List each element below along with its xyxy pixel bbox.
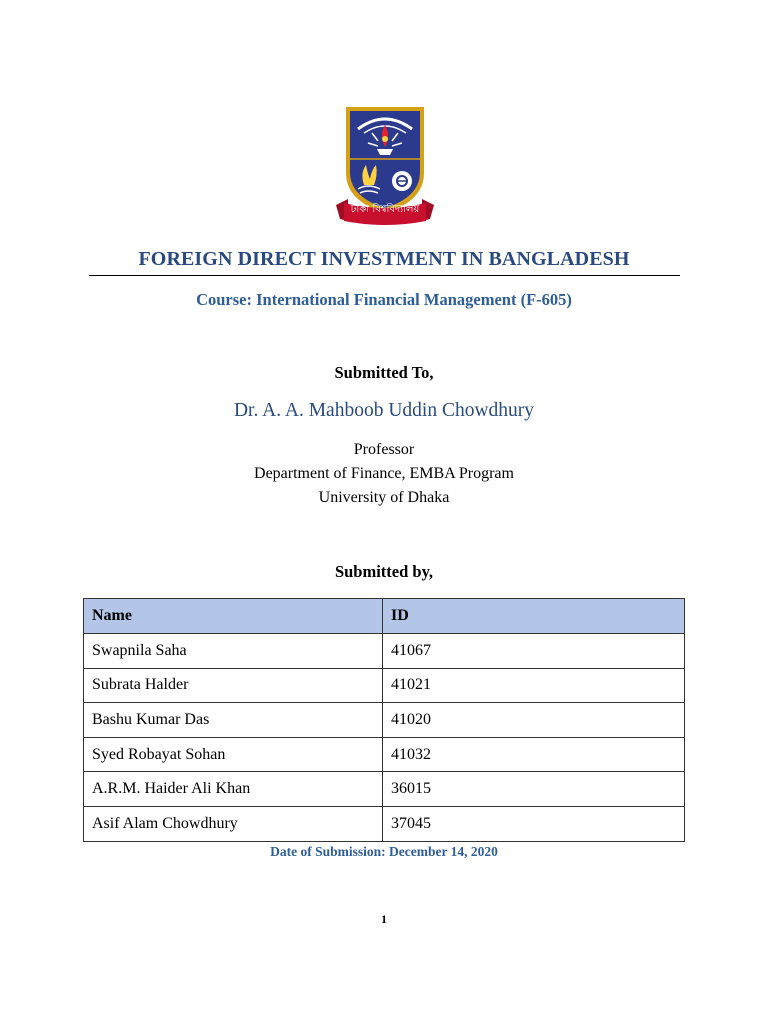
submitted-to-heading: Submitted To, bbox=[334, 363, 434, 382]
table-row bbox=[84, 772, 685, 807]
supervisor-department: Department of Finance, EMBA Program bbox=[254, 465, 514, 482]
member-name: Swapnila Saha bbox=[84, 634, 383, 669]
member-id: 41067 bbox=[383, 634, 685, 669]
member-id: 41020 bbox=[383, 703, 685, 738]
supervisor-designation: Professor bbox=[353, 441, 415, 458]
table-row bbox=[84, 703, 685, 738]
table-row bbox=[84, 737, 685, 772]
course-line: Course: International Financial Management (F-605) bbox=[196, 290, 572, 309]
member-name: Syed Robayat Sohan bbox=[84, 737, 383, 772]
university-logo bbox=[334, 103, 436, 231]
document-title: FOREIGN DIRECT INVESTMENT IN BANGLADESH bbox=[138, 248, 630, 270]
member-id: 41032 bbox=[383, 737, 685, 772]
members-table bbox=[83, 598, 685, 842]
submitted-by-heading: Submitted by, bbox=[334, 562, 434, 581]
supervisor-university: University of Dhaka bbox=[318, 489, 450, 506]
title-divider bbox=[89, 275, 680, 276]
member-name: Bashu Kumar Das bbox=[84, 703, 383, 738]
column-header-name: Name bbox=[84, 599, 383, 634]
column-header-id: ID bbox=[383, 599, 685, 634]
submission-date: Date of Submission: December 14, 2020 bbox=[270, 844, 498, 859]
member-id: 36015 bbox=[383, 772, 685, 807]
member-name: Subrata Halder bbox=[84, 668, 383, 703]
table-row bbox=[84, 806, 685, 841]
table-row bbox=[84, 634, 685, 669]
member-name: A.R.M. Haider Ali Khan bbox=[84, 772, 383, 807]
page-number: 1 bbox=[381, 912, 387, 926]
supervisor-name: Dr. A. A. Mahboob Uddin Chowdhury bbox=[233, 400, 535, 421]
member-name: Asif Alam Chowdhury bbox=[84, 806, 383, 841]
table-row bbox=[84, 668, 685, 703]
member-id: 41021 bbox=[383, 668, 685, 703]
table-header-row bbox=[84, 599, 685, 634]
member-id: 37045 bbox=[383, 806, 685, 841]
logo-motto: ঢাকা বিশ্ববিদ্যালয় bbox=[350, 204, 420, 215]
